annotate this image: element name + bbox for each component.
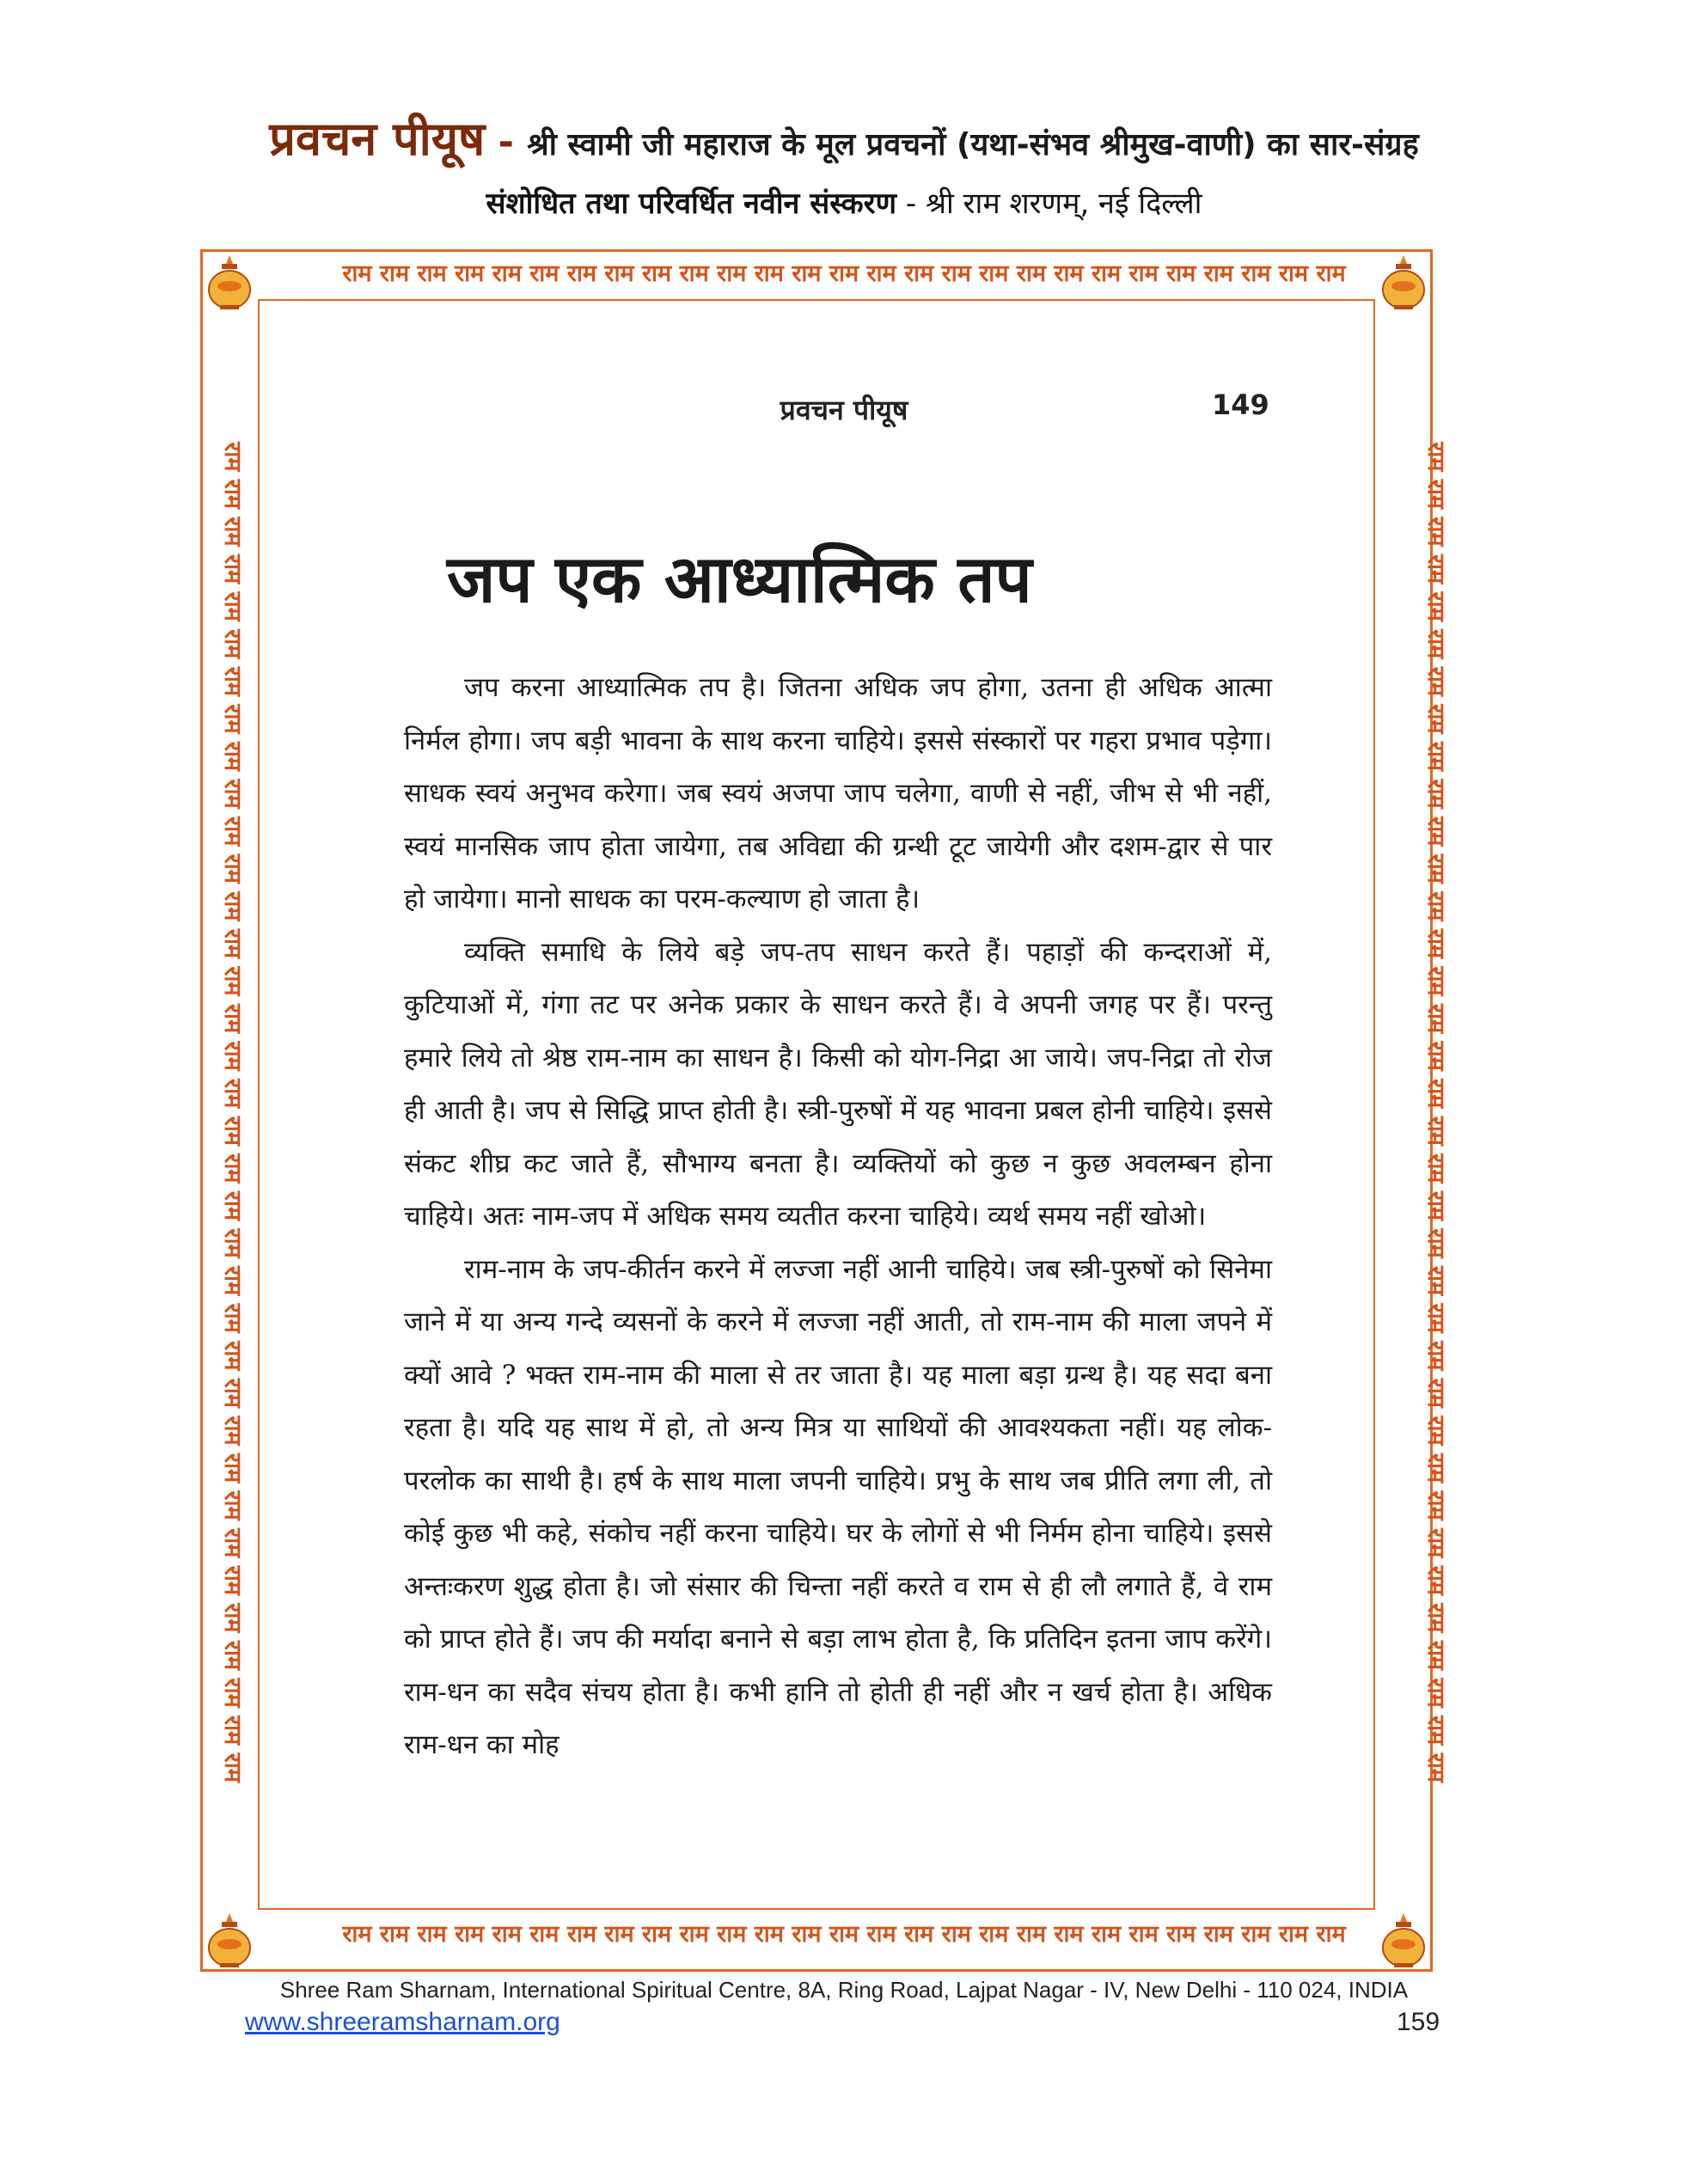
book-title: प्रवचन पीयूष bbox=[269, 112, 486, 166]
paragraph: व्यक्ति समाधि के लिये बड़े जप-तप साधन करते हैं। पहाड़ों की कन्दराओं में, कुटियाओं में, गंगा तट पर अनेक प्रकार के साधन करते हैं। वे अपनी जगह पर हैं। परन्तु हमारे लिये तो श्रेष्ठ राम-नाम का साधन है। किसी को योग-निद्रा आ जाये। जप-निद्रा तो रोज ही आती है। जप से सिद्धि प्राप्त होती है। स्त्री-पुरुषों में यह भावना प्रबल होनी चाहिये। इससे संकट शीघ्र कट जाते हैं, सौभाग्य बनता है। व्यक्तियों को कुछ न कुछ अवलम्बन होना चाहिये। अतः नाम-जप में अधिक समय व्यतीत करना चाहिये। व्यर्थ समय नहीं खोओ। bbox=[404, 936, 1272, 1232]
website-link[interactable]: www.shreeramsharnam.org bbox=[245, 2008, 560, 2036]
ram-border-bottom: राम राम राम राम राम राम राम राम राम राम राम राम राम राम राम राम राम राम राम राम राम राम राम राम राम राम राम bbox=[342, 1921, 1346, 1948]
kalash-icon bbox=[203, 1910, 256, 1970]
footer-address: Shree Ram Sharnam, International Spiritual Centre, 8A, Ring Road, Lajpat Nagar - IV, New Delhi - 110 024, INDIA bbox=[279, 1977, 1409, 2003]
ram-border-left: राम राम राम राम राम राम राम राम राम राम राम राम राम राम राम राम राम राम राम राम राम राम राम राम राम राम राम राम राम राम राम राम राम राम राम राम bbox=[219, 442, 246, 1783]
publisher-label: - श्री राम शरणम्, नई दिल्ली bbox=[905, 187, 1202, 221]
document-header-title bbox=[0, 105, 1688, 168]
paragraph: जप करना आध्यात्मिक तप है। जितना अधिक जप होगा, उतना ही अधिक आत्मा निर्मल होगा। जप बड़ी भावना के साथ करना चाहिये। इससे संस्कारों पर गहरा प्रभाव पड़ेगा। साधक स्वयं अनुभव करेगा। जब स्वयं अजपा जाप चलेगा, वाणी से नहीं, जीभ से भी नहीं, स्वयं मानसिक जाप होता जायेगा, तब अविद्या की ग्रन्थी टूट जायेगी और दशम-द्वार से पार हो जायेगा। मानो साधक का परम-कल्याण हो जाता है। bbox=[404, 672, 1272, 915]
chapter-body bbox=[404, 662, 1272, 1772]
running-header: प्रवचन पीयूष bbox=[780, 394, 908, 426]
ram-border-right: राम राम राम राम राम राम राम राम राम राम राम राम राम राम राम राम राम राम राम राम राम राम राम राम राम राम राम राम राम राम राम राम राम राम राम राम bbox=[1422, 442, 1449, 1783]
kalash-icon bbox=[203, 252, 256, 312]
footer-page-number: 159 bbox=[1397, 2008, 1440, 2036]
edition-label: संशोधित तथा परिवर्धित नवीन संस्करण bbox=[486, 187, 897, 221]
book-subtitle: श्री स्वामी जी महाराज के मूल प्रवचनों (यथा-संभव श्रीमुख-वाणी) का सार-संग्रह bbox=[527, 127, 1419, 162]
scanned-page-number: 149 bbox=[1212, 388, 1269, 421]
ram-border-top: राम राम राम राम राम राम राम राम राम राम राम राम राम राम राम राम राम राम राम राम राम राम राम राम राम राम राम bbox=[342, 260, 1346, 287]
kalash-icon bbox=[1377, 252, 1430, 312]
title-separator: - bbox=[498, 120, 514, 164]
chapter-title: जप एक आध्यात्मिक तप bbox=[447, 541, 1032, 617]
paragraph: राम-नाम के जप-कीर्तन करने में लज्जा नहीं आनी चाहिये। जब स्त्री-पुरुषों को सिनेमा जाने में या अन्य गन्दे व्यसनों के करने में लज्जा नहीं आती, तो राम-नाम की माला जपने में क्यों आवे ? भक्त राम-नाम की माला से तर जाता है। यह माला बड़ा ग्रन्थ है। यह सदा बना रहता है। यदि यह साथ में हो, तो अन्य मित्र या साथियों की आवश्यकता नहीं। यह लोक-परलोक का साथी है। हर्ष के साथ माला जपनी चाहिये। प्रभु के साथ जब प्रीति लगा ली, तो कोई कुछ भी कहे, संकोच नहीं करना चाहिये। घर के लोगों से भी निर्मम होना चाहिये। इससे अन्तःकरण शुद्ध होता है। जो संसार की चिन्ता नहीं करते व राम से ही लौ लगाते हैं, वे राम को प्राप्त होते हैं। जप की मर्यादा बनाने से बड़ा लाभ होता है, कि प्रतिदिन इतना जाप करेंगे। राम-धन का सदैव संचय होता है। कभी हानि तो होती ही नहीं और न खर्च होता है। अधिक राम-धन का मोह bbox=[404, 1253, 1272, 1760]
kalash-icon bbox=[1377, 1910, 1430, 1970]
edition-line bbox=[0, 182, 1688, 222]
